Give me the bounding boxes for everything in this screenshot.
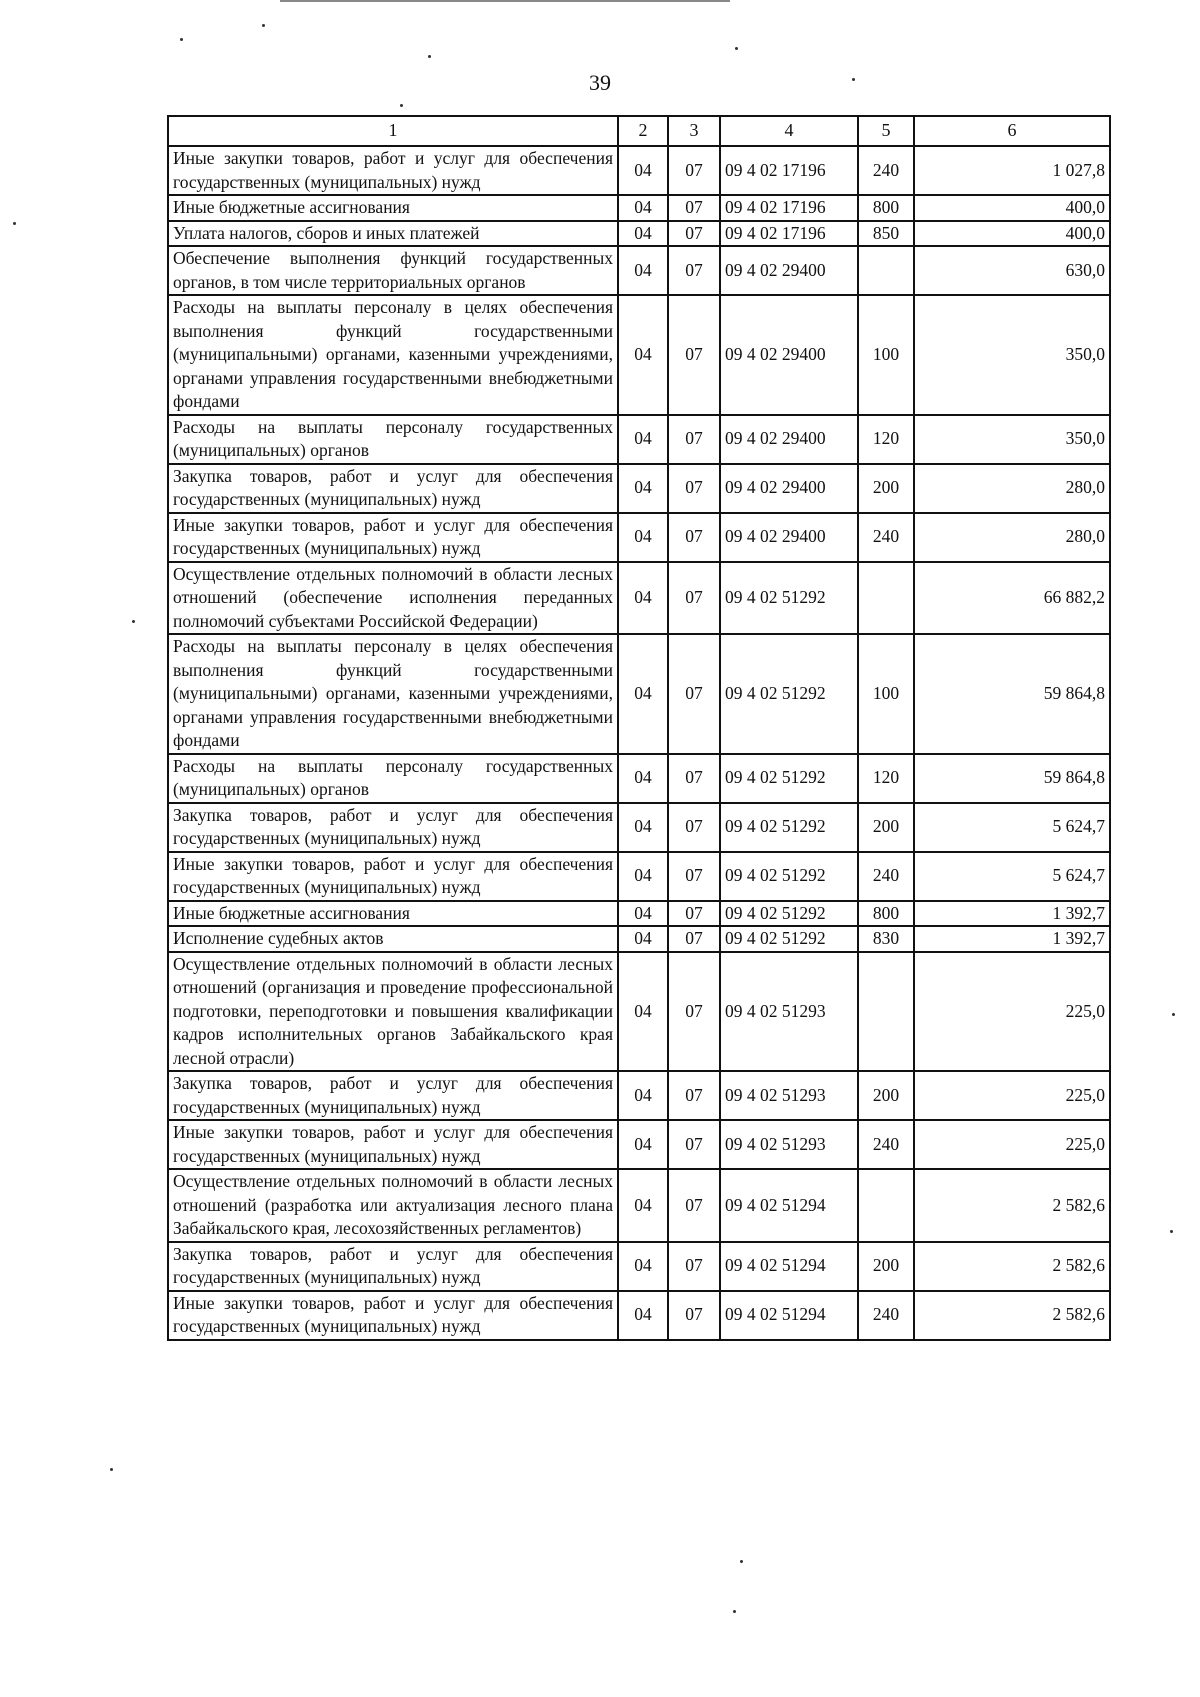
row-name: Закупка товаров, работ и услуг для обеспечения государственных (муниципальных) нужд — [168, 464, 618, 513]
scan-speck — [428, 55, 431, 58]
row-target-article: 09 4 02 29400 — [720, 295, 858, 415]
row-target-article: 09 4 02 51292 — [720, 562, 858, 635]
row-section: 04 — [618, 634, 668, 754]
row-amount: 225,0 — [914, 952, 1110, 1072]
scan-speck — [262, 24, 265, 27]
row-expense-type — [858, 562, 914, 635]
table-row — [168, 1169, 1110, 1242]
row-name: Осуществление отдельных полномочий в области лесных отношений (организация и проведение профессиональной подготовки, переподготовки и повышения квалификации кадров исполнительных органов Забайкальского края лесной отрасли) — [168, 952, 618, 1072]
table-row — [168, 926, 1110, 952]
row-section: 04 — [618, 1120, 668, 1169]
row-target-article: 09 4 02 51292 — [720, 926, 858, 952]
header-subsection: 3 — [668, 116, 720, 146]
row-subsection: 07 — [668, 221, 720, 247]
row-name: Осуществление отдельных полномочий в области лесных отношений (обеспечение исполнения переданных полномочий субъектами Российской Федерации) — [168, 562, 618, 635]
scan-speck — [110, 1468, 113, 1471]
row-amount: 400,0 — [914, 221, 1110, 247]
row-amount: 400,0 — [914, 195, 1110, 221]
row-subsection: 07 — [668, 464, 720, 513]
row-name: Уплата налогов, сборов и иных платежей — [168, 221, 618, 247]
row-name: Иные закупки товаров, работ и услуг для обеспечения государственных (муниципальных) нужд — [168, 1291, 618, 1340]
row-expense-type: 240 — [858, 513, 914, 562]
table-row — [168, 634, 1110, 754]
row-target-article: 09 4 02 51293 — [720, 952, 858, 1072]
table-row — [168, 464, 1110, 513]
row-expense-type: 100 — [858, 634, 914, 754]
budget-table — [167, 115, 1111, 1341]
row-section: 04 — [618, 754, 668, 803]
row-subsection: 07 — [668, 852, 720, 901]
row-name: Иные закупки товаров, работ и услуг для обеспечения государственных (муниципальных) нужд — [168, 146, 618, 195]
row-expense-type: 200 — [858, 803, 914, 852]
row-expense-type: 240 — [858, 1291, 914, 1340]
scan-speck — [852, 78, 855, 81]
scan-speck — [735, 47, 738, 50]
row-section: 04 — [618, 562, 668, 635]
row-subsection: 07 — [668, 1242, 720, 1291]
row-expense-type: 240 — [858, 146, 914, 195]
row-name: Иные бюджетные ассигнования — [168, 901, 618, 927]
row-subsection: 07 — [668, 513, 720, 562]
row-expense-type: 120 — [858, 415, 914, 464]
row-name: Закупка товаров, работ и услуг для обеспечения государственных (муниципальных) нужд — [168, 803, 618, 852]
table-row — [168, 901, 1110, 927]
row-section: 04 — [618, 295, 668, 415]
row-target-article: 09 4 02 17196 — [720, 221, 858, 247]
row-target-article: 09 4 02 51292 — [720, 754, 858, 803]
row-subsection: 07 — [668, 1169, 720, 1242]
header-expense-type: 5 — [858, 116, 914, 146]
scan-speck — [1170, 1230, 1173, 1233]
scan-top-rule — [280, 0, 730, 2]
row-name: Закупка товаров, работ и услуг для обеспечения государственных (муниципальных) нужд — [168, 1071, 618, 1120]
row-name: Обеспечение выполнения функций государственных органов, в том числе территориальных органов — [168, 246, 618, 295]
table-row — [168, 952, 1110, 1072]
row-expense-type: 100 — [858, 295, 914, 415]
row-section: 04 — [618, 1169, 668, 1242]
row-target-article: 09 4 02 51292 — [720, 901, 858, 927]
row-section: 04 — [618, 415, 668, 464]
row-expense-type: 200 — [858, 1071, 914, 1120]
row-target-article: 09 4 02 51293 — [720, 1120, 858, 1169]
row-subsection: 07 — [668, 1071, 720, 1120]
row-name: Расходы на выплаты персоналу государственных (муниципальных) органов — [168, 415, 618, 464]
scan-speck — [1172, 1013, 1175, 1016]
row-subsection: 07 — [668, 415, 720, 464]
row-expense-type: 120 — [858, 754, 914, 803]
row-subsection: 07 — [668, 803, 720, 852]
row-target-article: 09 4 02 17196 — [720, 195, 858, 221]
table-row — [168, 415, 1110, 464]
row-subsection: 07 — [668, 754, 720, 803]
row-subsection: 07 — [668, 195, 720, 221]
table-row — [168, 221, 1110, 247]
row-name: Расходы на выплаты персоналу государственных (муниципальных) органов — [168, 754, 618, 803]
row-subsection: 07 — [668, 952, 720, 1072]
header-target-article: 4 — [720, 116, 858, 146]
row-section: 04 — [618, 803, 668, 852]
table-row — [168, 1071, 1110, 1120]
row-amount: 2 582,6 — [914, 1169, 1110, 1242]
row-subsection: 07 — [668, 295, 720, 415]
table-row — [168, 852, 1110, 901]
page-number: 39 — [589, 70, 611, 95]
row-name: Расходы на выплаты персоналу в целях обеспечения выполнения функций государственными (муниципальными) органами, казенными учреждениями, органами управления государственными внебюджетными фондами — [168, 634, 618, 754]
row-amount: 66 882,2 — [914, 562, 1110, 635]
row-target-article: 09 4 02 51292 — [720, 852, 858, 901]
row-subsection: 07 — [668, 901, 720, 927]
row-expense-type — [858, 1169, 914, 1242]
row-subsection: 07 — [668, 1291, 720, 1340]
scan-speck — [740, 1560, 743, 1563]
row-name: Осуществление отдельных полномочий в области лесных отношений (разработка или актуализация лесного плана Забайкальского края, лесохозяйственных регламентов) — [168, 1169, 618, 1242]
row-target-article: 09 4 02 29400 — [720, 246, 858, 295]
row-target-article: 09 4 02 17196 — [720, 146, 858, 195]
row-section: 04 — [618, 513, 668, 562]
table-row — [168, 803, 1110, 852]
row-amount: 280,0 — [914, 464, 1110, 513]
row-amount: 1 027,8 — [914, 146, 1110, 195]
row-subsection: 07 — [668, 926, 720, 952]
row-expense-type: 830 — [858, 926, 914, 952]
row-expense-type — [858, 952, 914, 1072]
row-amount: 225,0 — [914, 1120, 1110, 1169]
row-target-article: 09 4 02 51294 — [720, 1242, 858, 1291]
table-row — [168, 1120, 1110, 1169]
row-section: 04 — [618, 1242, 668, 1291]
row-amount: 5 624,7 — [914, 803, 1110, 852]
row-section: 04 — [618, 852, 668, 901]
row-amount: 2 582,6 — [914, 1242, 1110, 1291]
row-target-article: 09 4 02 29400 — [720, 415, 858, 464]
row-subsection: 07 — [668, 1120, 720, 1169]
scan-speck — [400, 104, 403, 107]
row-target-article: 09 4 02 51292 — [720, 634, 858, 754]
scan-speck — [13, 222, 16, 225]
row-name: Расходы на выплаты персоналу в целях обеспечения выполнения функций государственными (муниципальными) органами, казенными учреждениями, органами управления государственными внебюджетными фондами — [168, 295, 618, 415]
row-name: Исполнение судебных актов — [168, 926, 618, 952]
row-expense-type: 240 — [858, 1120, 914, 1169]
row-subsection: 07 — [668, 634, 720, 754]
row-amount: 1 392,7 — [914, 901, 1110, 927]
row-name: Иные бюджетные ассигнования — [168, 195, 618, 221]
row-amount: 5 624,7 — [914, 852, 1110, 901]
table-row — [168, 562, 1110, 635]
table-row — [168, 195, 1110, 221]
row-section: 04 — [618, 952, 668, 1072]
row-target-article: 09 4 02 51292 — [720, 803, 858, 852]
row-amount: 280,0 — [914, 513, 1110, 562]
row-name: Закупка товаров, работ и услуг для обеспечения государственных (муниципальных) нужд — [168, 1242, 618, 1291]
table-row — [168, 246, 1110, 295]
header-name: 1 — [168, 116, 618, 146]
table-row — [168, 754, 1110, 803]
row-amount: 59 864,8 — [914, 754, 1110, 803]
row-target-article: 09 4 02 51294 — [720, 1169, 858, 1242]
table-row — [168, 1242, 1110, 1291]
table-body — [168, 146, 1110, 1340]
row-expense-type: 200 — [858, 1242, 914, 1291]
table-header-row — [168, 116, 1110, 146]
row-section: 04 — [618, 221, 668, 247]
table-row — [168, 295, 1110, 415]
row-expense-type: 800 — [858, 195, 914, 221]
row-expense-type: 200 — [858, 464, 914, 513]
row-amount: 350,0 — [914, 415, 1110, 464]
row-section: 04 — [618, 926, 668, 952]
row-target-article: 09 4 02 29400 — [720, 464, 858, 513]
row-section: 04 — [618, 146, 668, 195]
table-row — [168, 1291, 1110, 1340]
row-target-article: 09 4 02 51293 — [720, 1071, 858, 1120]
row-amount: 225,0 — [914, 1071, 1110, 1120]
row-section: 04 — [618, 464, 668, 513]
row-section: 04 — [618, 195, 668, 221]
row-expense-type: 850 — [858, 221, 914, 247]
row-name: Иные закупки товаров, работ и услуг для обеспечения государственных (муниципальных) нужд — [168, 1120, 618, 1169]
row-name: Иные закупки товаров, работ и услуг для обеспечения государственных (муниципальных) нужд — [168, 513, 618, 562]
row-section: 04 — [618, 1071, 668, 1120]
row-amount: 350,0 — [914, 295, 1110, 415]
row-section: 04 — [618, 901, 668, 927]
row-expense-type — [858, 246, 914, 295]
row-amount: 630,0 — [914, 246, 1110, 295]
row-name: Иные закупки товаров, работ и услуг для обеспечения государственных (муниципальных) нужд — [168, 852, 618, 901]
row-expense-type: 240 — [858, 852, 914, 901]
row-amount: 1 392,7 — [914, 926, 1110, 952]
row-subsection: 07 — [668, 146, 720, 195]
row-subsection: 07 — [668, 246, 720, 295]
row-subsection: 07 — [668, 562, 720, 635]
row-amount: 59 864,8 — [914, 634, 1110, 754]
scan-speck — [132, 620, 135, 623]
table-row — [168, 513, 1110, 562]
row-target-article: 09 4 02 29400 — [720, 513, 858, 562]
scan-speck — [733, 1610, 736, 1613]
header-section: 2 — [618, 116, 668, 146]
table-row — [168, 146, 1110, 195]
scan-speck — [180, 38, 183, 41]
header-amount: 6 — [914, 116, 1110, 146]
row-section: 04 — [618, 246, 668, 295]
row-section: 04 — [618, 1291, 668, 1340]
row-target-article: 09 4 02 51294 — [720, 1291, 858, 1340]
row-expense-type: 800 — [858, 901, 914, 927]
row-amount: 2 582,6 — [914, 1291, 1110, 1340]
